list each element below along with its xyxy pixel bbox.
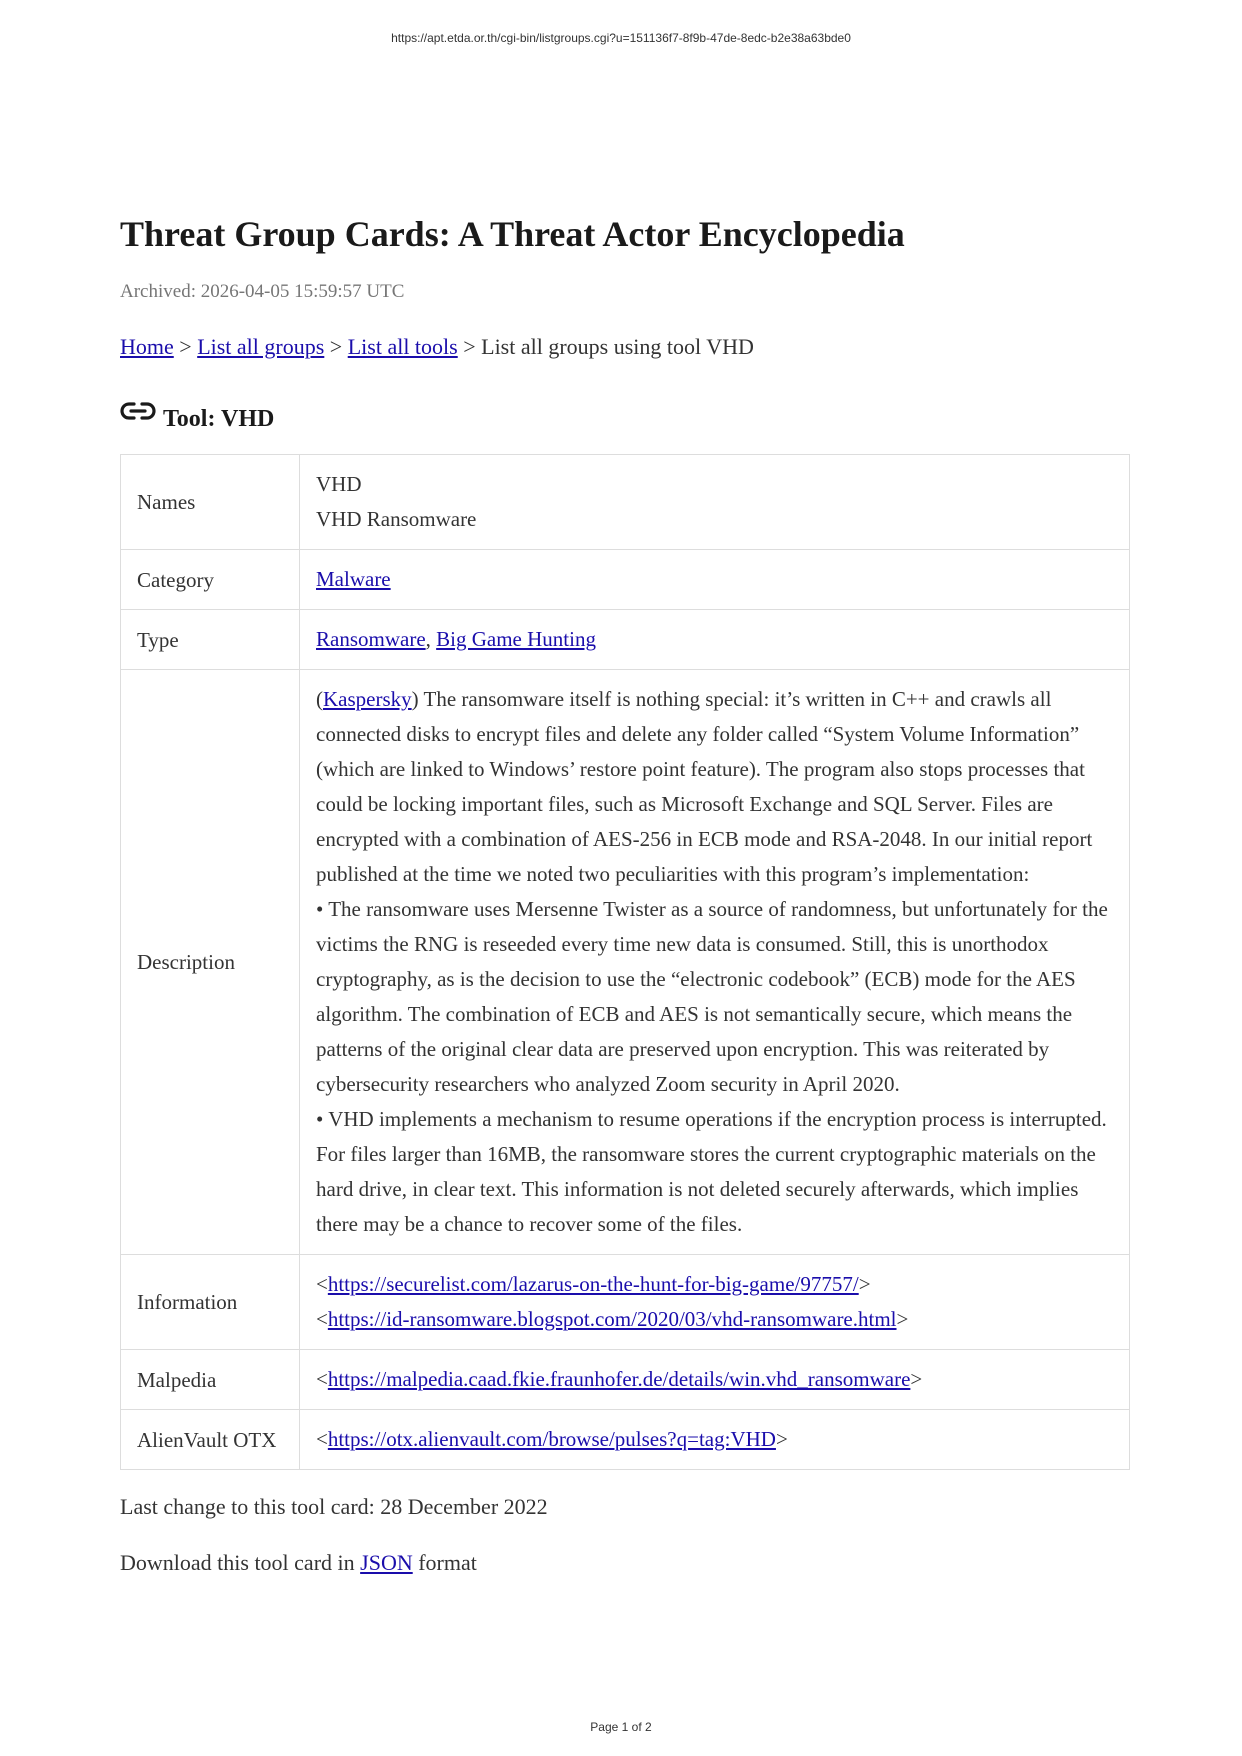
category-label: Category — [121, 550, 300, 610]
download-line — [120, 1548, 1130, 1578]
tool-heading — [120, 394, 1130, 434]
page-number: Page 1 of 2 — [590, 1720, 652, 1734]
information-link-line — [316, 1267, 1113, 1302]
breadcrumb-separator: > — [173, 334, 198, 359]
alienvault-link[interactable]: https://otx.alienvault.com/browse/pulses?q=tag:VHD — [327, 1427, 776, 1451]
angle-open: < — [316, 1367, 328, 1391]
angle-open: < — [316, 1307, 328, 1331]
information-label: Information — [121, 1255, 300, 1350]
angle-open: < — [316, 1427, 328, 1451]
link-icon — [120, 400, 156, 422]
breadcrumb-separator: > — [324, 334, 348, 359]
download-prefix: Download this tool card in — [120, 1550, 361, 1575]
category-malware-link[interactable]: Malware — [316, 567, 391, 591]
alienvault-label: AlienVault OTX — [121, 1410, 300, 1470]
table-row-description — [121, 670, 1130, 1255]
names-label: Names — [121, 455, 300, 550]
type-separator: , — [425, 627, 437, 651]
table-row-alienvault — [121, 1410, 1130, 1470]
table-row-information — [121, 1255, 1130, 1350]
kaspersky-source-link[interactable]: Kaspersky — [323, 687, 412, 711]
id-ransomware-link[interactable]: https://id-ransomware.blogspot.com/2020/03/vhd-ransomware.html — [327, 1307, 897, 1331]
malpedia-link[interactable]: https://malpedia.caad.fkie.fraunhofer.de/details/win.vhd_ransomware — [327, 1367, 911, 1391]
malpedia-label: Malpedia — [121, 1350, 300, 1410]
name-item: VHD Ransomware — [316, 507, 477, 531]
angle-close: > — [896, 1307, 909, 1331]
description-open-paren: ( — [316, 687, 323, 711]
type-big-game-hunting-link[interactable]: Big Game Hunting — [436, 627, 596, 651]
json-download-link[interactable]: JSON — [360, 1550, 413, 1575]
page-title: Threat Group Cards: A Threat Actor Encyclopedia — [120, 214, 905, 254]
type-label: Type — [121, 610, 300, 670]
information-value — [300, 1255, 1130, 1350]
type-value — [300, 610, 1130, 670]
table-row-category — [121, 550, 1130, 610]
last-change-text: Last change to this tool card: 28 December 2022 — [120, 1494, 548, 1519]
breadcrumb-list-groups-link[interactable]: List all groups — [197, 334, 325, 359]
malpedia-value — [300, 1350, 1130, 1410]
description-bullet: • The ransomware uses Mersenne Twister as a source of randomness, but unfortunately for the victims the RNG is reseeded every time new data is consumed. Still, this is unorthodox cryptography, as is the decision to use the “electronic codebook” (ECB) mode for the AES algorithm. The combination of ECB and AES is not semantically secure, which means the patterns of the original clear data are preserved upon encryption. This was reiterated by cybersecurity researchers who analyzed Zoom security in April 2020. — [316, 897, 1108, 1096]
angle-close: > — [775, 1427, 788, 1451]
table-row-type — [121, 610, 1130, 670]
tool-title: Tool: VHD — [163, 406, 275, 432]
type-ransomware-link[interactable]: Ransomware — [316, 627, 426, 651]
category-value — [300, 550, 1130, 610]
breadcrumb-current: > List all groups using tool VHD — [457, 334, 754, 359]
breadcrumb — [120, 332, 1130, 362]
table-row-malpedia — [121, 1350, 1130, 1410]
description-bullet: • VHD implements a mechanism to resume operations if the encryption process is interrupted. For files larger than 16MB, the ransomware stores the current cryptographic materials on the hard drive, in clear text. This information is not deleted securely afterwards, which implies there may be a chance to recover some of the files. — [316, 1107, 1107, 1236]
breadcrumb-list-tools-link[interactable]: List all tools — [347, 334, 458, 359]
download-suffix: format — [412, 1550, 477, 1575]
angle-close: > — [910, 1367, 923, 1391]
names-value — [300, 455, 1130, 550]
information-link-line — [316, 1302, 1113, 1337]
table-row-names — [121, 455, 1130, 550]
securelist-link[interactable]: https://securelist.com/lazarus-on-the-hunt-for-big-game/97757/ — [327, 1272, 859, 1296]
description-intro: ) The ransomware itself is nothing special: it’s written in C++ and crawls all connected disks to encrypt files and delete any folder called “System Volume Information” (which are linked to Windows’ restore point feature). The program also stops processes that could be locking important files, such as Microsoft Exchange and SQL Server. Files are encrypted with a combination of AES-256 in ECB mode and RSA-2048. In our initial report published at the time we noted two peculiarities with this program’s implementation: — [316, 687, 1093, 886]
page-content — [120, 210, 1130, 1578]
angle-open: < — [316, 1272, 328, 1296]
name-item: VHD — [316, 472, 362, 496]
tool-card-table — [120, 454, 1130, 1470]
breadcrumb-home-link[interactable]: Home — [120, 334, 174, 359]
angle-close: > — [858, 1272, 871, 1296]
description-label: Description — [121, 670, 300, 1255]
alienvault-value — [300, 1410, 1130, 1470]
description-value — [300, 670, 1130, 1255]
print-header-url: https://apt.etda.or.th/cgi-bin/listgroups.cgi?u=151136f7-8f9b-47de-8edc-b2e38a63bde0 — [391, 31, 851, 45]
archived-timestamp: Archived: 2026-04-05 15:59:57 UTC — [120, 281, 405, 302]
